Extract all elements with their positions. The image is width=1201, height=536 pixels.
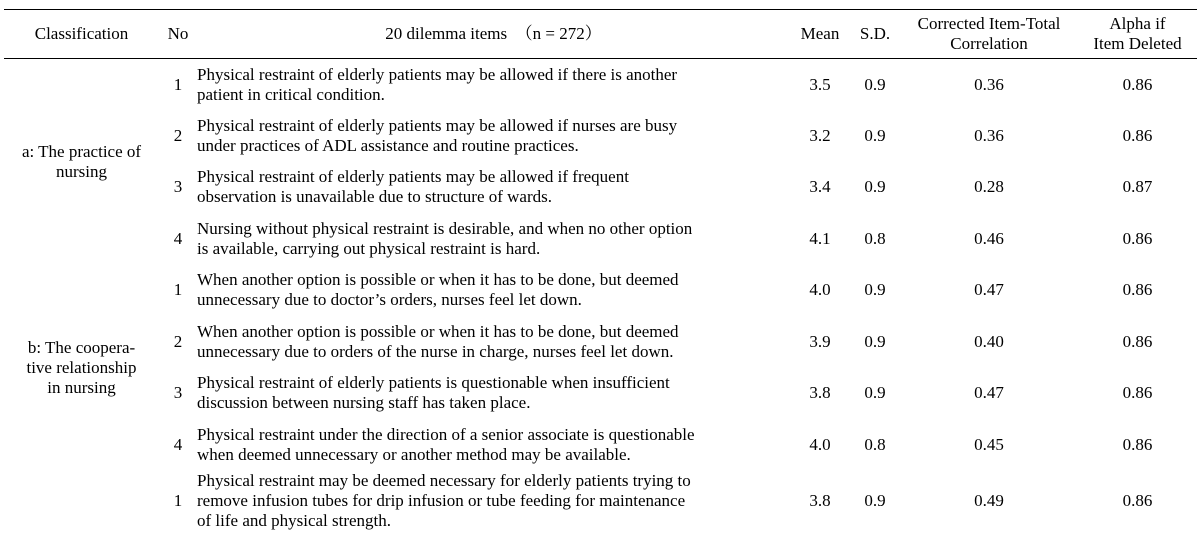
alpha-value: 0.86 bbox=[1122, 125, 1153, 145]
header-alpha-line1: Alpha if bbox=[1109, 14, 1166, 33]
item-text bbox=[197, 419, 790, 471]
alpha-value: 0.86 bbox=[1122, 434, 1153, 454]
results-table bbox=[4, 9, 1197, 531]
row-no: 3 bbox=[173, 383, 183, 403]
item-line2: under practices of ADL assistance and routine practices. bbox=[197, 135, 579, 155]
item-line1: Physical restraint of elderly patients may be allowed if there is another bbox=[197, 64, 678, 84]
item-line2: observation is unavailable due to structure of wards. bbox=[197, 187, 553, 207]
table-row bbox=[4, 368, 1197, 420]
item-line1: Physical restraint of elderly patients may be allowed if frequent bbox=[197, 167, 629, 187]
header-items: 20 dilemma items （n = 272） bbox=[197, 10, 790, 59]
row-no: 4 bbox=[173, 228, 183, 248]
mean-value: 4.1 bbox=[809, 228, 831, 248]
item-text bbox=[197, 162, 790, 214]
correlation-value: 0.47 bbox=[974, 280, 1004, 300]
mean-value: 3.9 bbox=[809, 331, 831, 351]
sd-value: 0.9 bbox=[864, 177, 886, 197]
classification-cell-c bbox=[4, 471, 159, 531]
classification-cell-b bbox=[4, 265, 159, 471]
row-no: 2 bbox=[173, 331, 183, 351]
header-corrected-correlation bbox=[900, 10, 1078, 59]
sd-value: 0.9 bbox=[864, 280, 886, 300]
header-sd: S.D. bbox=[850, 10, 900, 59]
item-line2: is available, carrying out physical restraint is hard. bbox=[197, 238, 541, 258]
alpha-value: 0.86 bbox=[1122, 74, 1153, 94]
item-line2: when deemed unnecessary or another method may be available. bbox=[197, 444, 631, 464]
classification-a-line1: a: The practice of bbox=[21, 141, 142, 161]
item-text bbox=[197, 368, 790, 420]
sd-value: 0.9 bbox=[864, 383, 886, 403]
correlation-value: 0.40 bbox=[974, 331, 1004, 351]
item-line1: When another option is possible or when it has to be done, but deemed bbox=[197, 321, 679, 341]
item-line2: unnecessary due to orders of the nurse in charge, nurses feel let down. bbox=[197, 341, 674, 361]
classification-cell-a bbox=[4, 59, 159, 265]
row-no: 3 bbox=[173, 177, 183, 197]
mean-value: 3.2 bbox=[809, 125, 831, 145]
sd-value: 0.8 bbox=[864, 228, 886, 248]
alpha-value: 0.86 bbox=[1122, 228, 1153, 248]
header-corrected-line2: Correlation bbox=[950, 34, 1028, 53]
correlation-value: 0.45 bbox=[974, 434, 1004, 454]
row-no: 1 bbox=[173, 280, 183, 300]
correlation-value: 0.36 bbox=[974, 125, 1004, 145]
header-row bbox=[4, 10, 1197, 59]
item-text bbox=[197, 110, 790, 162]
header-alpha-line2: Item Deleted bbox=[1093, 34, 1182, 53]
table-row bbox=[4, 265, 1197, 317]
classification-a-line2: nursing bbox=[56, 161, 107, 181]
sd-value: 0.9 bbox=[864, 490, 886, 510]
table-row bbox=[4, 162, 1197, 214]
alpha-value: 0.86 bbox=[1122, 331, 1153, 351]
item-line1: When another option is possible or when it has to be done, but deemed bbox=[197, 270, 679, 290]
item-line1: Physical restraint of elderly patients is questionable when insufficient bbox=[197, 373, 670, 393]
row-no: 1 bbox=[173, 490, 183, 510]
row-no: 4 bbox=[173, 434, 183, 454]
item-line1: Physical restraint under the direction of a senior associate is questionable bbox=[197, 424, 695, 444]
table-row bbox=[4, 213, 1197, 265]
sd-value: 0.9 bbox=[864, 331, 886, 351]
table-row bbox=[4, 59, 1197, 111]
classification-b-line2: tive relationship bbox=[26, 357, 137, 377]
item-line1: Nursing without physical restraint is desirable, and when no other option bbox=[197, 218, 693, 238]
table-row bbox=[4, 316, 1197, 368]
item-line1: Physical restraint of elderly patients may be allowed if nurses are busy bbox=[197, 115, 678, 135]
item-text bbox=[197, 316, 790, 368]
header-classification: Classification bbox=[4, 10, 159, 59]
header-mean: Mean bbox=[790, 10, 850, 59]
item-text bbox=[197, 59, 790, 111]
alpha-value: 0.86 bbox=[1122, 490, 1153, 510]
item-line2: patient in critical condition. bbox=[197, 84, 385, 104]
sd-value: 0.8 bbox=[864, 434, 886, 454]
header-no: No bbox=[159, 10, 197, 59]
classification-b-line1: b: The coopera- bbox=[27, 337, 136, 357]
row-no: 1 bbox=[173, 74, 183, 94]
header-corrected-line1: Corrected Item-Total bbox=[917, 14, 1061, 33]
mean-value: 4.0 bbox=[809, 280, 831, 300]
table-row bbox=[4, 419, 1197, 471]
correlation-value: 0.36 bbox=[974, 74, 1004, 94]
sd-value: 0.9 bbox=[864, 74, 886, 94]
correlation-value: 0.47 bbox=[974, 383, 1004, 403]
table-row bbox=[4, 110, 1197, 162]
correlation-value: 0.49 bbox=[974, 490, 1004, 510]
correlation-value: 0.28 bbox=[974, 177, 1004, 197]
mean-value: 3.8 bbox=[809, 383, 831, 403]
item-line3: of life and physical strength. bbox=[197, 510, 392, 530]
mean-value: 3.4 bbox=[809, 177, 831, 197]
item-text bbox=[197, 471, 790, 531]
item-line2: unnecessary due to doctor’s orders, nurses feel let down. bbox=[197, 290, 582, 310]
mean-value: 4.0 bbox=[809, 434, 831, 454]
mean-value: 3.5 bbox=[809, 74, 831, 94]
alpha-value: 0.86 bbox=[1122, 383, 1153, 403]
correlation-value: 0.46 bbox=[974, 228, 1004, 248]
header-alpha-if-deleted bbox=[1078, 10, 1197, 59]
classification-b-line3: in nursing bbox=[47, 377, 116, 397]
item-line2: discussion between nursing staff has taken place. bbox=[197, 393, 531, 413]
item-line2: remove infusion tubes for drip infusion or tube feeding for maintenance bbox=[197, 490, 686, 510]
sd-value: 0.9 bbox=[864, 125, 886, 145]
alpha-value: 0.86 bbox=[1122, 280, 1153, 300]
item-text bbox=[197, 213, 790, 265]
alpha-value: 0.87 bbox=[1122, 177, 1153, 197]
mean-value: 3.8 bbox=[809, 490, 831, 510]
item-line1: Physical restraint may be deemed necessary for elderly patients trying to bbox=[197, 470, 691, 490]
row-no: 2 bbox=[173, 125, 183, 145]
table-row bbox=[4, 471, 1197, 531]
item-text bbox=[197, 265, 790, 317]
